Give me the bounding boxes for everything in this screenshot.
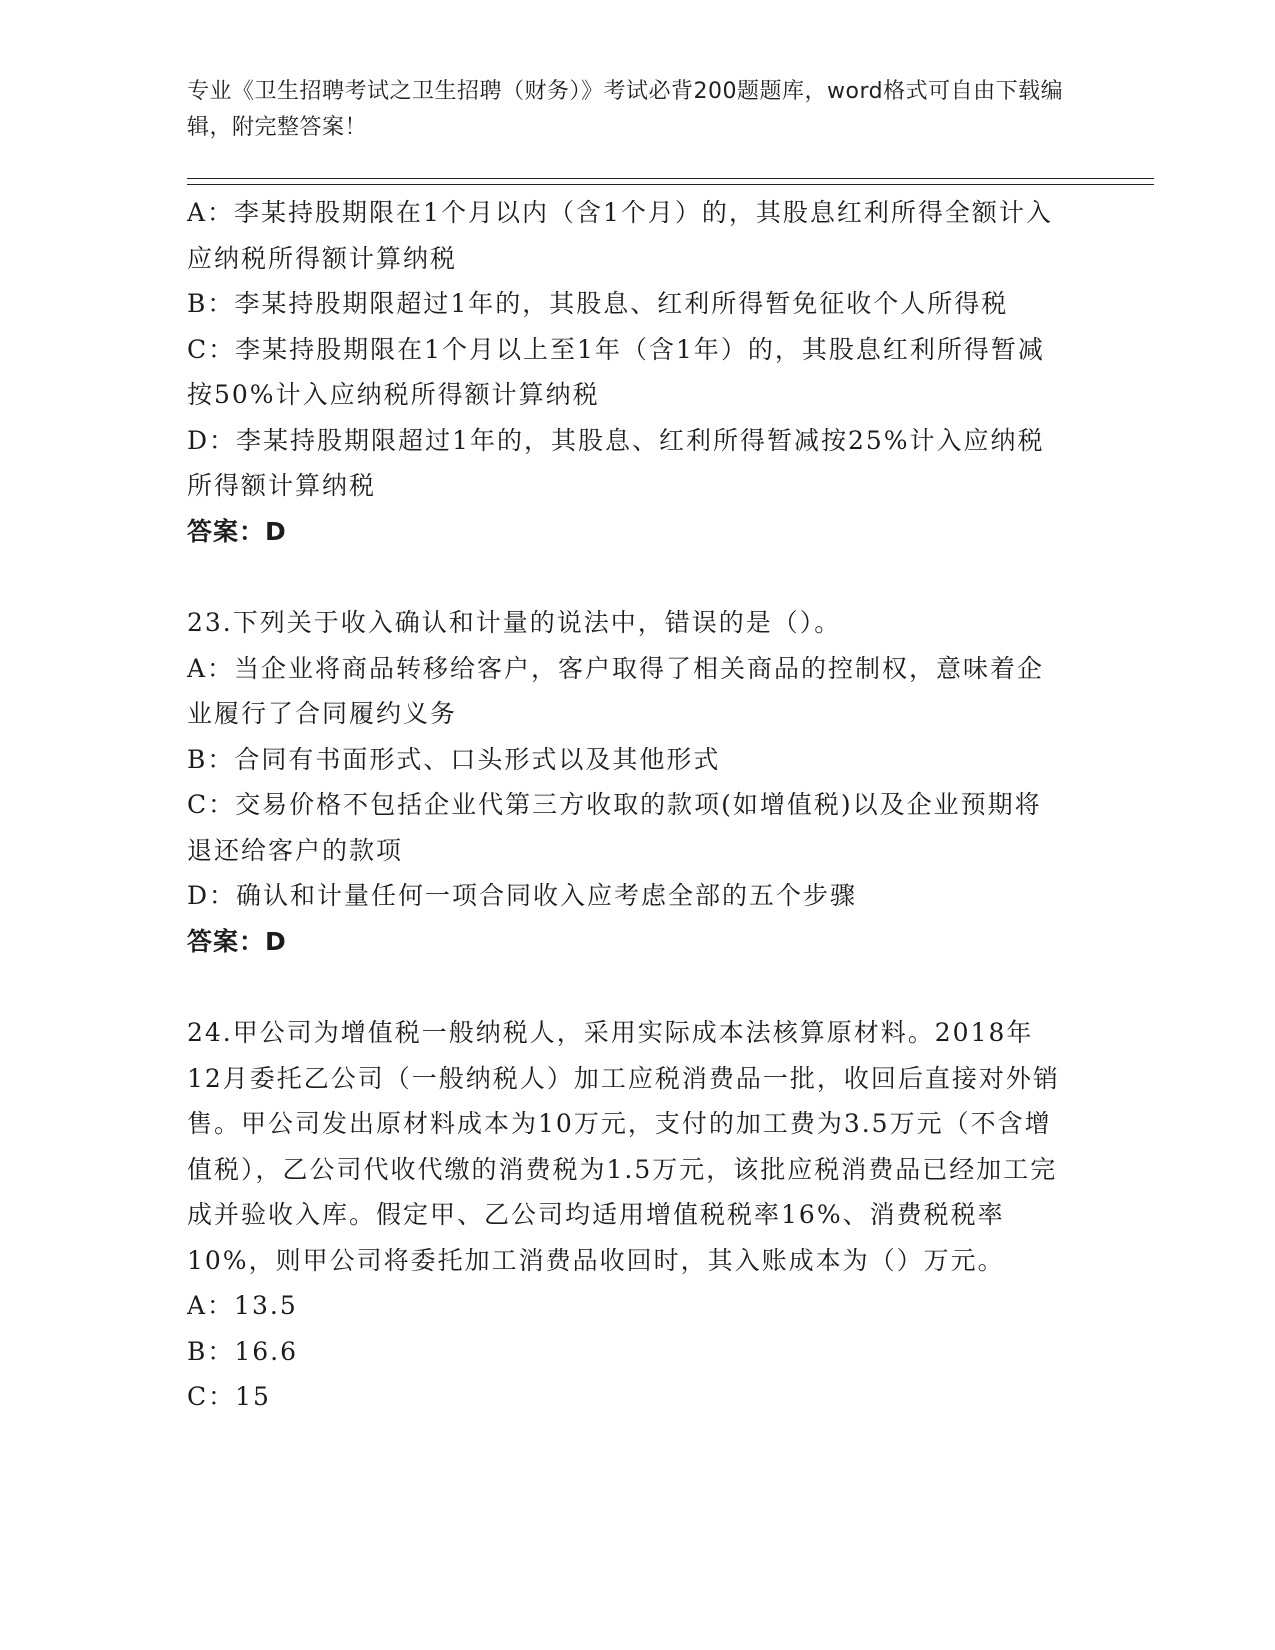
option-c: C：李某持股期限在1个月以上至1年（含1年）的，其股息红利所得暂减按50%计入应纳税所得额计算纳税 [187, 334, 1045, 409]
question-content [187, 190, 1067, 1420]
answer-label: 答案：D [187, 516, 287, 546]
option-d: D：李某持股期限超过1年的，其股息、红利所得暂减按25%计入应纳税所得额计算纳税 [187, 425, 1045, 500]
option-a: A：当企业将商品转移给客户，客户取得了相关商品的控制权，意味着企业履行了合同履约义务 [187, 653, 1045, 728]
question-text: 23.下列关于收入确认和计量的说法中，错误的是（）。 [187, 608, 842, 637]
spacer [187, 554, 1067, 600]
option-c: C：交易价格不包括企业代第三方收取的款项(如增值税)以及企业预期将退还给客户的款项 [187, 790, 1042, 865]
answer-label: 答案：D [187, 926, 287, 956]
header-text: 专业《卫生招聘考试之卫生招聘（财务）》考试必背200题题库，word格式可自由下载编辑，附完整答案！ [187, 79, 1064, 140]
option-b: B：合同有书面形式、口头形式以及其他形式 [187, 744, 721, 774]
header-divider-top [187, 178, 1154, 179]
question-24 [187, 1010, 1067, 1420]
question-22 [187, 190, 1067, 554]
option-d: D：确认和计量任何一项合同收入应考虑全部的五个步骤 [187, 881, 858, 910]
option-a: A：李某持股期限在1个月以内（含1个月）的，其股息红利所得全额计入应纳税所得额计算纳税 [187, 198, 1053, 273]
option-b: B：16.6 [187, 1336, 299, 1366]
option-b: B：李某持股期限超过1年的，其股息、红利所得暂免征收个人所得税 [187, 289, 1009, 318]
question-23 [187, 600, 1067, 964]
question-text: 24.甲公司为增值税一般纳税人，采用实际成本法核算原材料。2018年12月委托乙公司（一般纳税人）加工应税消费品一批，收回后直接对外销售。甲公司发出原材料成本为10万元，支付的加工费为3.5万元（不含增值税），乙公司代收代缴的消费税为1.5万元，该批应税消费品已经加工完成并验收入库。假定甲、乙公司均适用增值税税率16%、消费税税率10%，则甲公司将委托加工消费品收回时，其入账成本为（）万元。 [187, 1018, 1060, 1275]
option-c: C：15 [187, 1382, 271, 1411]
spacer [187, 964, 1067, 1010]
option-a: A：13.5 [187, 1291, 298, 1320]
header-divider-bottom [187, 184, 1154, 185]
document-header [187, 74, 1067, 146]
